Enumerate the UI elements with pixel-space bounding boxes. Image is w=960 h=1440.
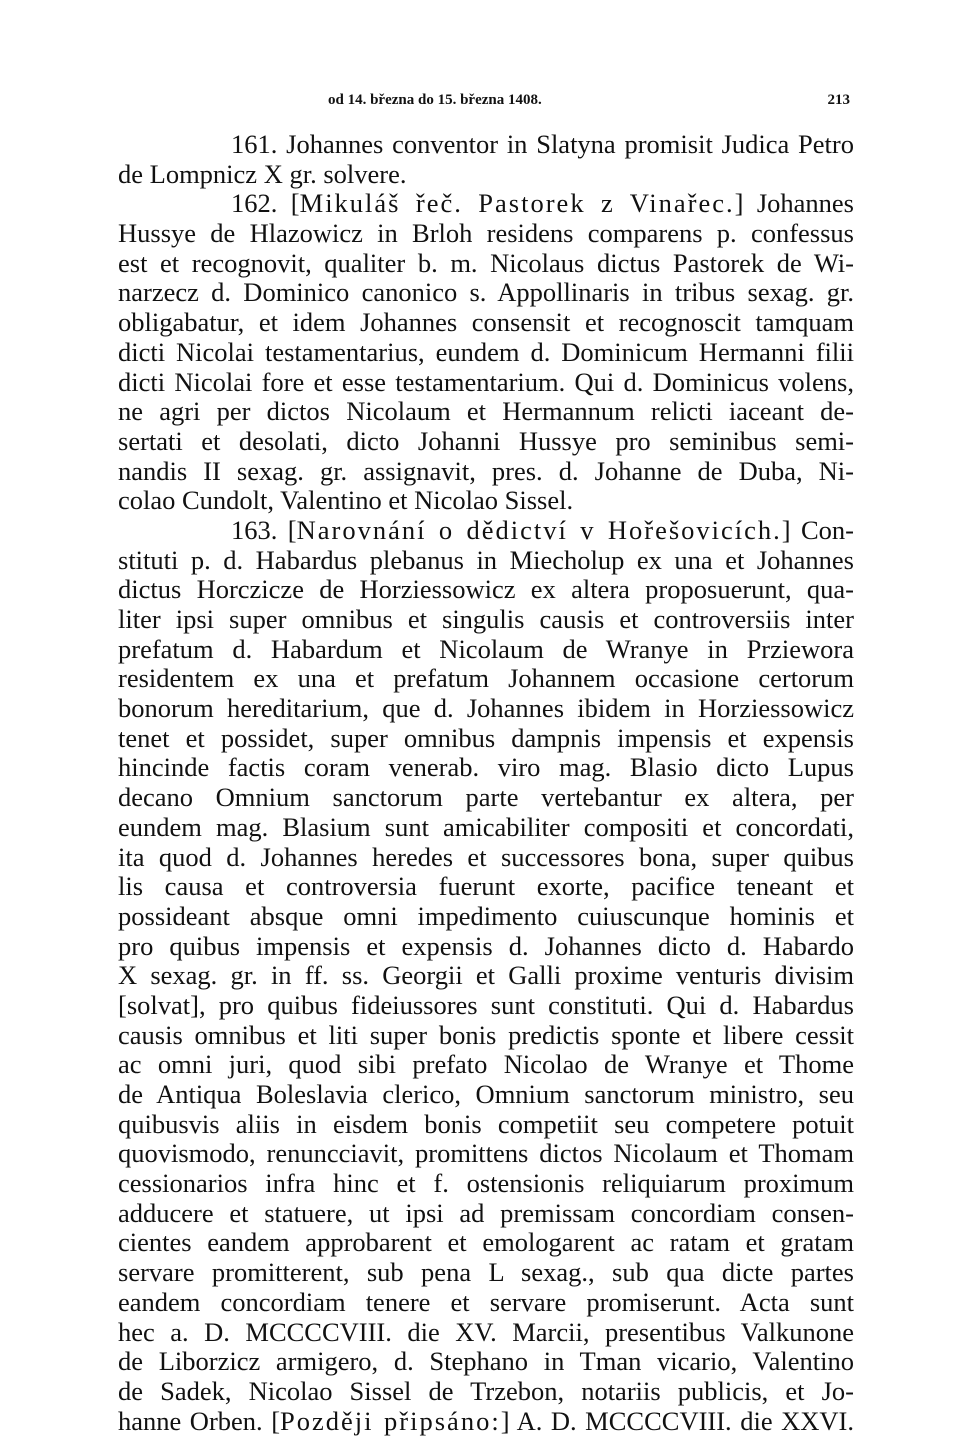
entry-163-line: de Sadek, Nicolao Sissel de Trzebon, notariis publicis, et Jo- (118, 1376, 854, 1406)
entry-163-line: de Antiqua Boleslavia clerico, Omnium sanctorum ministro, seu (118, 1080, 854, 1109)
running-header (118, 84, 854, 120)
entry-162-line: nandis II sexag. gr. assignavit, pres. d. Johanne de Duba, Ni- (118, 456, 854, 486)
entry-162-heading-tail: ] Johannes (734, 189, 854, 219)
entry-162-heading: Mikuláš řeč. Pastorek z Vinařec. (299, 189, 735, 219)
entry-163-number: 163. [ (231, 515, 297, 545)
page-number: 213 (827, 92, 850, 108)
entry-163-line: eandem concordiam tenere et servare promiserunt. Acta sunt (118, 1287, 854, 1317)
entry-163-final-prefix: hanne Orben. [ (118, 1406, 281, 1436)
entry-163-line: de Liborzicz armigero, d. Stephano in Tman vicario, Valentino (118, 1347, 854, 1377)
entry-163-line: tenet et possidet, super omnibus dampnis impensis et expensis (118, 723, 854, 753)
entry-163-line: [solvat], pro quibus fideiussores sunt constituti. Qui d. Habardus (118, 990, 854, 1020)
entry-163-line: possideant absque omni impedimento cuiuscunque hominis et (118, 901, 854, 931)
entry-162-line: dicti Nicolai fore et esse testamentarium. Qui d. Dominicus volens, (118, 367, 854, 397)
entry-163-line: ita quod d. Johannes heredes et successores bona, super quibus (118, 842, 854, 872)
entry-163-line: X sexag. gr. in ff. ss. Georgii et Galli proxime venturis divisim (118, 961, 854, 991)
entry-162-heading-line (118, 189, 854, 219)
entry-162-line: dicti Nicolai testamentarius, eundem d. Dominicum Hermanni filii (118, 337, 854, 367)
entry-162-line: Hussye de Hlazowicz in Brloh residens comparens p. confessus (118, 219, 854, 249)
entry-163-line: adducere et statuere, ut ipsi ad premissam concordiam consen- (118, 1198, 854, 1228)
entry-163-heading-line (118, 516, 854, 546)
entry-162-line: sertati et desolati, dicto Johanni Hussye pro seminibus semi- (118, 426, 854, 456)
entry-161-line: de Lompnicz X gr. solvere. (118, 159, 407, 189)
entry-162-line: obligabatur, et idem Johannes consensit et recognoscit tamquam (118, 308, 854, 338)
document-body (118, 130, 854, 1436)
entry-163-line: servare promitterent, sub pena L sexag., sub qua dicte partes (118, 1258, 854, 1288)
entry-163-line: dictus Horczicze de Horziessowicz ex altera proposuerunt, qua- (118, 575, 854, 605)
entry-163-line: liter ipsi super omnibus et singulis causis et controversiis inter (118, 605, 854, 634)
entry-163-line: hec a. D. MCCCCVIII. die XV. Marcii, presentibus Valkunone (118, 1317, 854, 1347)
entry-163-line: lis causa et controversia fuerunt exorte, pacifice teneant et (118, 872, 854, 902)
entry-163-line: cessionarios infra hinc et f. ostensionis reliquiarum proximum (118, 1169, 854, 1199)
running-title: od 14. března do 15. března 1408. (328, 92, 542, 108)
entry-163-line: eundem mag. Blasium sunt amicabiliter compositi et concordati, (118, 812, 854, 842)
entry-163-line: cientes eandem approbarent et emologarent ac ratam et gratam (118, 1228, 854, 1258)
entry-163-line: ac omni juri, quod sibi prefato Nicolao de Wranye et Thome (118, 1050, 854, 1080)
entry-163-line: causis omnibus et liti super bonis predictis sponte et libere cessit (118, 1020, 854, 1050)
entry-162-line: colao Cundolt, Valentino et Nicolao Sissel. (118, 486, 574, 516)
entry-163-line: bonorum hereditarium, que d. Johannes ibidem in Horziessowicz (118, 694, 854, 724)
entry-162-line: narzecz d. Dominico canonico s. Appollinaris in tribus sexag. gr. (118, 278, 854, 308)
entry-163-line: quovismodo, renuncciavit, promittens dictos Nicolaum et Thomam (118, 1139, 854, 1169)
entry-163-line: pro quibus impensis et expensis d. Johannes dicto d. Habardo (118, 931, 854, 961)
entry-163-line: stituti p. d. Habardus plebanus in Miecholup ex una et Johannes (118, 545, 854, 575)
entry-163-heading-tail: ] Con- (781, 515, 854, 545)
entry-161-line: 161. Johannes conventor in Slatyna promisit Judica Petro (231, 130, 854, 159)
entry-162-line: ne agri per dictos Nicolaum et Hermannum relicti iaceant de- (118, 397, 854, 427)
entry-163-heading: Narovnání o dědictví v Hořešovicích. (296, 515, 782, 545)
entry-163-final-line (118, 1407, 854, 1437)
entry-163-final-suffix: ] A. D. MCCCCVIII. die XXVI. (500, 1406, 854, 1436)
entry-163-line: residentem ex una et prefatum Johannem occasione certorum (118, 664, 854, 694)
entry-163-line: quibusvis aliis in eisdem bonis competiit seu competere potuit (118, 1109, 854, 1139)
entry-163-line: hincinde factis coram venerab. viro mag. Blasio dicto Lupus (118, 753, 854, 783)
document-page (118, 84, 854, 1436)
entry-163-line: prefatum d. Habardum et Nicolaum de Wranye in Prziewora (118, 634, 854, 664)
entry-162-line: est et recognovit, qualiter b. m. Nicolaus dictus Pastorek de Wi- (118, 248, 854, 278)
entry-162-number: 162. [ (231, 189, 300, 219)
entry-163-line: decano Omnium sanctorum parte vertebantur ex altera, per (118, 783, 854, 813)
entry-163-final-heading: Později připsáno: (280, 1406, 501, 1436)
